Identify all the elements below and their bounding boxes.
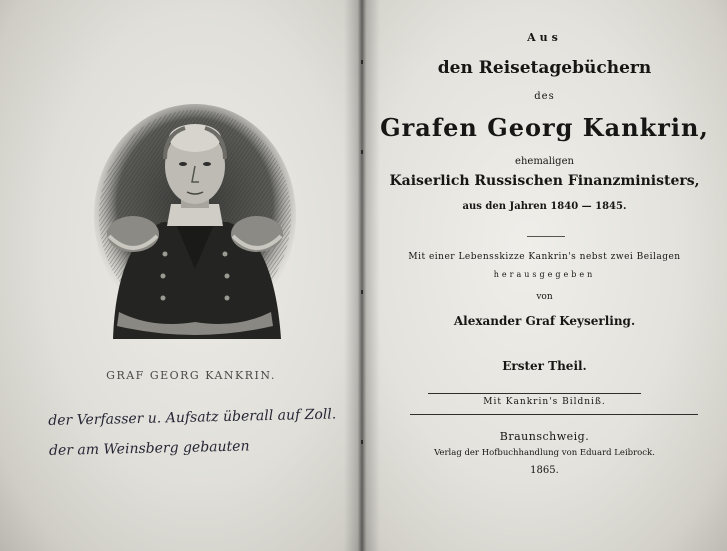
publication-year: 1865. — [530, 465, 559, 476]
title-ehemaligen: ehemaligen — [515, 156, 574, 167]
von-label: von — [536, 292, 553, 302]
title-des: des — [534, 91, 555, 102]
binding-stitch — [361, 150, 363, 154]
publisher-line: Verlag der Hofbuchhandlung von Eduard Leibrock. — [434, 448, 655, 458]
handwritten-note — [48, 399, 349, 466]
publication-city: Braunschweig. — [499, 430, 590, 443]
portrait-engraving — [93, 104, 298, 352]
divider-rule — [428, 393, 641, 394]
title-aus: Aus — [527, 31, 562, 44]
herausgegeben-label: herausgegeben — [493, 270, 596, 279]
editor-name: Alexander Graf Keyserling. — [453, 314, 636, 328]
title-years: aus den Jahren 1840 — 1845. — [462, 201, 627, 212]
divider-rule — [527, 236, 565, 237]
handwritten-line: der am Weinsberg gebauten — [48, 438, 250, 459]
divider-rule — [410, 414, 698, 415]
handwritten-line: der Verfasser u. Aufsatz überall auf Zoll. — [48, 406, 337, 429]
volume-part: Erster Theil. — [502, 359, 587, 373]
author-position: Kaiserlich Russischen Finanzministers, — [389, 173, 700, 189]
title-line: den Reisetagebüchern — [437, 58, 652, 78]
portrait-note: Mit Kankrin's Bildniß. — [483, 397, 606, 407]
supplement-note: Mit einer Lebensskizze Kankrin's nebst zwei Beilagen — [408, 252, 681, 262]
author-name: Grafen Georg Kankrin, — [380, 113, 709, 142]
portrait-caption: GRAF GEORG KANKRIN. — [106, 369, 276, 382]
